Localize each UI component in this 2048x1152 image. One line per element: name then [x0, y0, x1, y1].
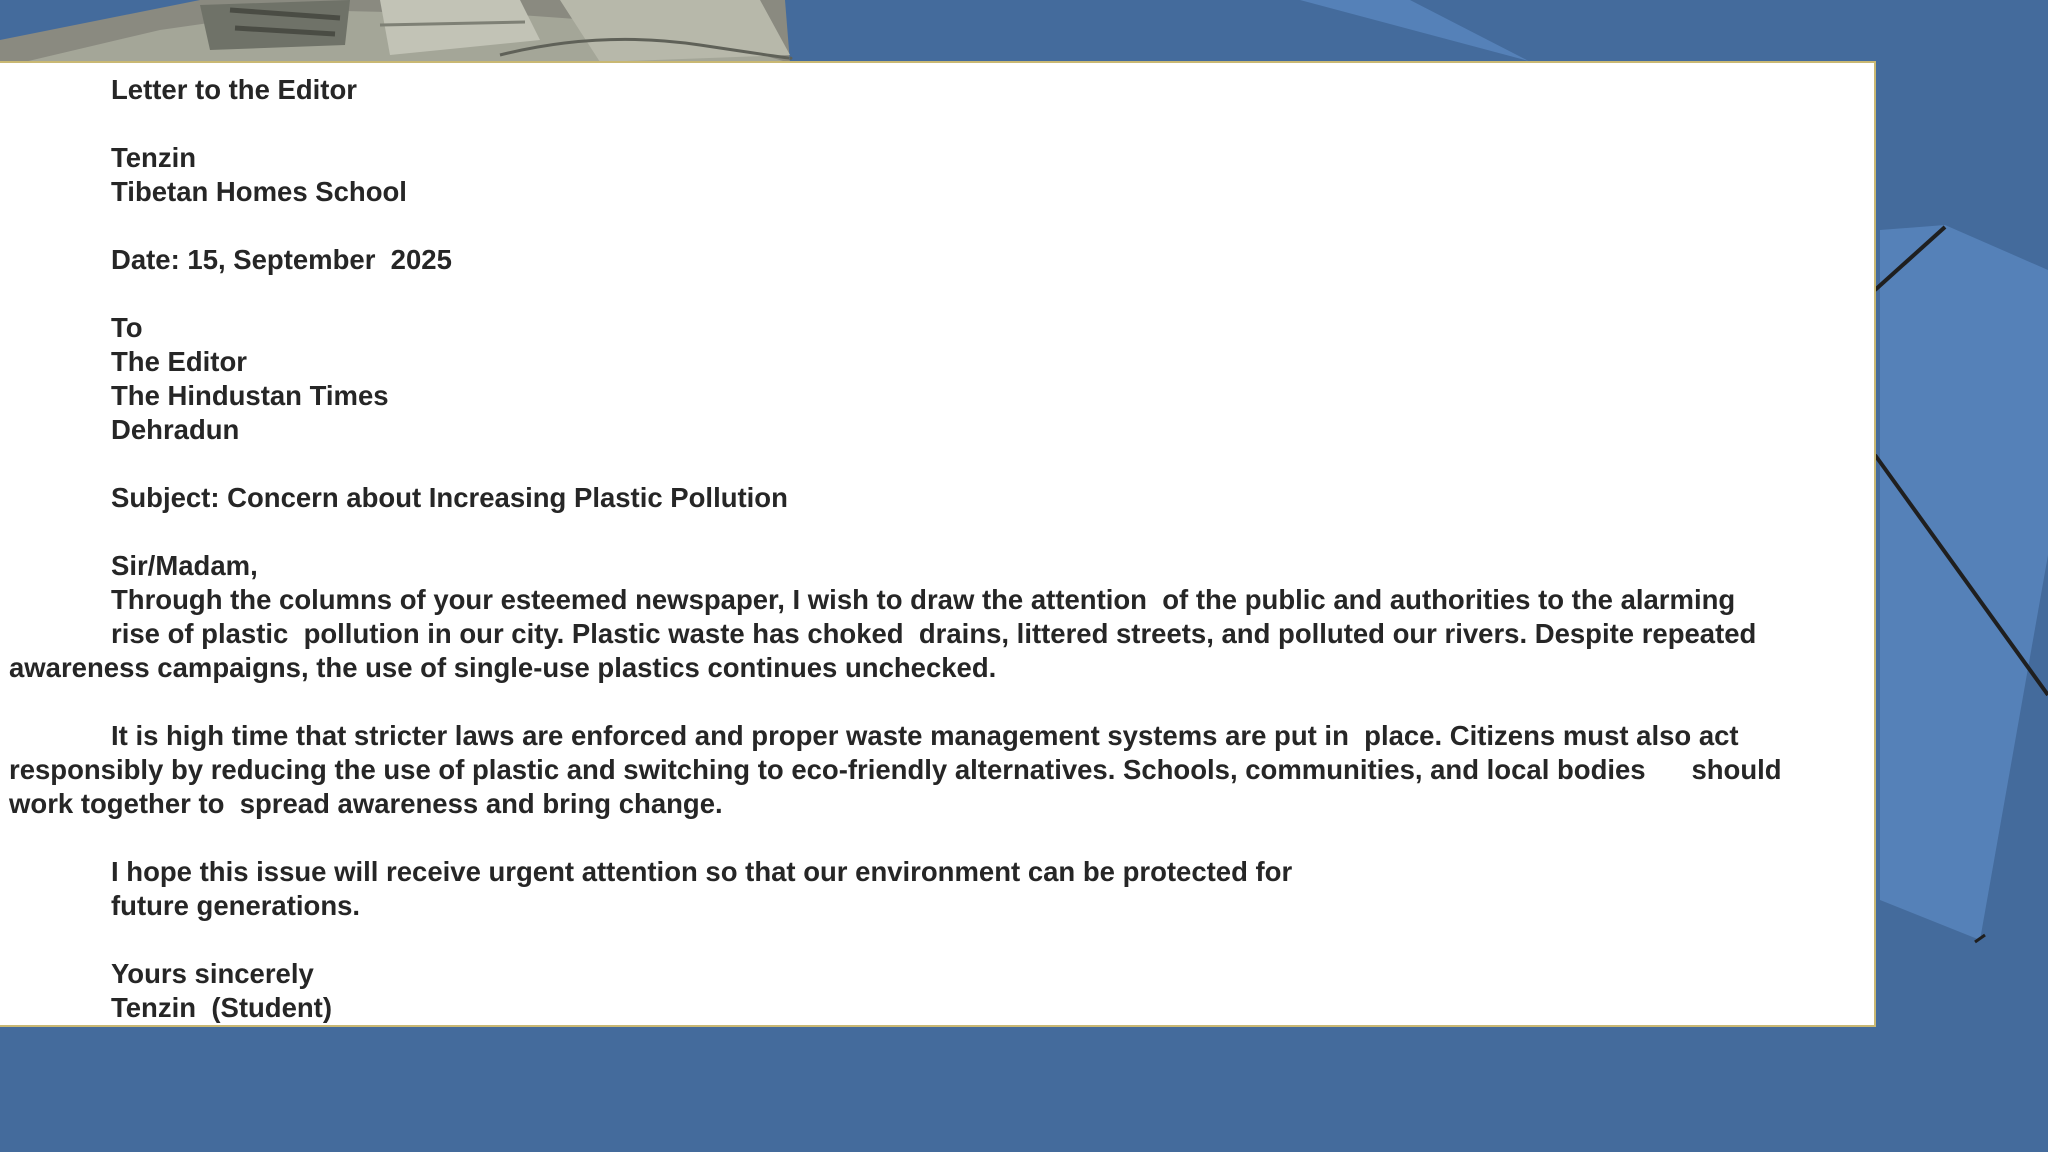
recipient-newspaper: The Hindustan Times	[111, 380, 389, 411]
body-paragraph-3-line-1: I hope this issue will receive urgent attention so that our environment can be protected for	[111, 856, 1293, 887]
body-paragraph-2-line-1: It is high time that stricter laws are enforced and proper waste management systems are put in place. Citizens must also act	[111, 720, 1739, 751]
letter-heading: Letter to the Editor	[111, 74, 357, 105]
closing: Yours sincerely	[111, 958, 314, 989]
body-paragraph-3-line-2: future generations.	[111, 890, 361, 921]
letter-document	[0, 61, 1876, 1027]
sender-school: Tibetan Homes School	[111, 176, 407, 207]
body-paragraph-1-line-2: rise of plastic pollution in our city. Plastic waste has choked drains, littered streets, and polluted our rivers. Despite repeated	[111, 618, 1757, 649]
recipient-city: Dehradun	[111, 414, 240, 445]
signature: Tenzin (Student)	[111, 992, 332, 1023]
letter-date: Date: 15, September 2025	[111, 244, 452, 275]
salutation: Sir/Madam,	[111, 550, 258, 581]
body-paragraph-1-line-3: awareness campaigns, the use of single-use plastics continues unchecked.	[9, 652, 997, 683]
recipient-title: The Editor	[111, 346, 247, 377]
crumpled-newspaper-photo	[0, 0, 791, 63]
sender-name: Tenzin	[111, 142, 197, 173]
body-paragraph-1-line-1: Through the columns of your esteemed newspaper, I wish to draw the attention of the public and authorities to the alarming	[111, 584, 1736, 615]
letter-subject: Subject: Concern about Increasing Plastic Pollution	[111, 482, 788, 513]
to-label: To	[111, 312, 143, 343]
body-paragraph-2-line-2: responsibly by reducing the use of plastic and switching to eco-friendly alternatives. Schools, communities, and local bodies should	[9, 754, 1782, 785]
body-paragraph-2-line-3: work together to spread awareness and bring change.	[9, 788, 723, 819]
